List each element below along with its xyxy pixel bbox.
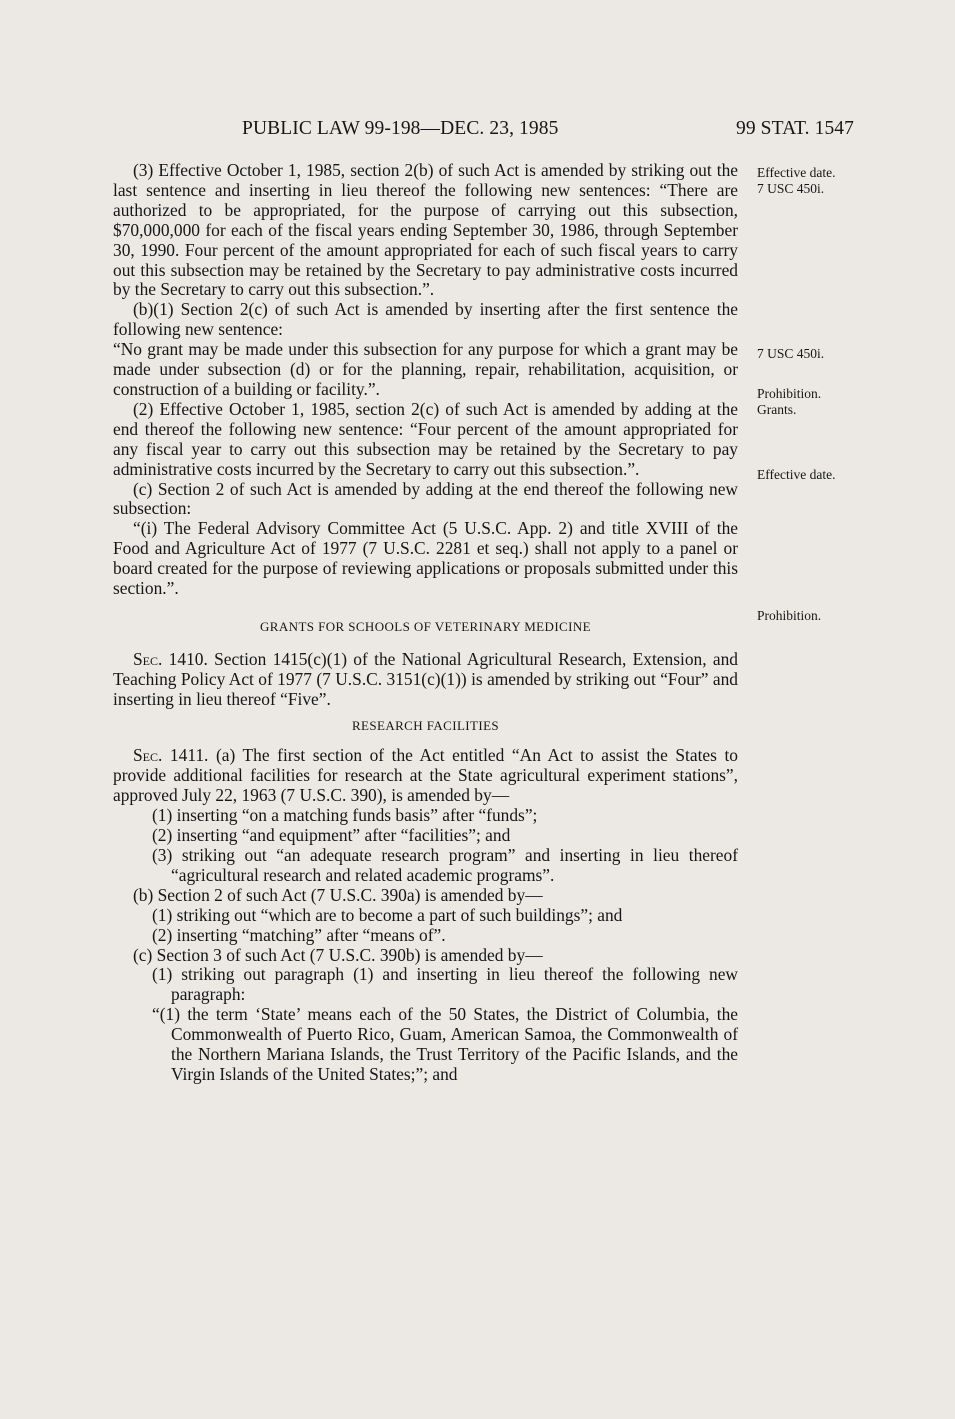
header-stat-citation: 99 STAT. 1547 [736, 118, 855, 139]
section-text: Section 1415(c)(1) of the National Agricultural Research, Extension, and Teaching Policy Act of 1977 (7 U.S.C. 3151(c)(1)) is amended by striking out “Four” and inserting in lieu thereof “Five”. [113, 648, 738, 709]
paragraph-b1: (b)(1) Section 2(c) of such Act is amended by inserting after the first sentence the following new sentence: [113, 299, 738, 340]
paragraph-1411-b: (b) Section 2 of such Act (7 U.S.C. 390a) is amended by— [133, 884, 543, 905]
paragraph-1411-c: (c) Section 3 of such Act (7 U.S.C. 390b) is amended by— [133, 944, 543, 965]
paragraph-b2: (2) Effective October 1, 1985, section 2(c) of such Act is amended by adding at the end thereof the following new sentence: “Four percent of the amount appropriated for any fiscal year to carry out this subsection may be retained by the Secretary to pay administrative costs incurred by the Secretary to carry out this subsection.”. [113, 398, 738, 479]
list-item: (2) inserting “matching” after “means of”. [152, 924, 446, 945]
list-item: (3) striking out “an adequate research program” and inserting in lieu thereof “agricultural research and related academic programs”. [152, 845, 738, 885]
paragraph-a3: (3) Effective October 1, 1985, section 2(b) of such Act is amended by striking out the last sentence and inserting in lieu thereof the following new sentences: “There are authorized to be appropriated, for the purpose of carrying out this subsection, $70,000,000 for each of the fiscal years ending September 30, 1986, through September 30, 1990. Four percent of the amount appropriated for each of such fiscal years to carry out this subsection may be retained by the Secretary to pay administrative costs incurred by the Secretary to carry out this subsection.”. [113, 160, 738, 300]
list-item: (1) inserting “on a matching funds basis” after “funds”; [152, 805, 538, 826]
section-text: (a) The first section of the Act entitled “An Act to assist the States to provide additional facilities for research at the State agricultural experiment stations”, approved July 22, 1963 (7 U.S.C. 390), is amended by— [113, 745, 739, 806]
page-header [242, 118, 882, 144]
margin-note: Effective date. [757, 467, 836, 482]
paragraph-c: (c) Section 2 of such Act is amended by adding at the end thereof the following new subsection: [113, 478, 738, 519]
header-title: PUBLIC LAW 99-198—DEC. 23, 1985 [242, 118, 559, 139]
margin-note: Prohibition. [757, 608, 822, 623]
section-label: Sec. 1411. [133, 745, 209, 766]
list-item: (2) inserting “and equipment” after “facilities”; and [152, 825, 511, 846]
section-label: Sec. 1410. [133, 648, 208, 669]
main-text-column [113, 161, 738, 1085]
quoted-subsection-i: “(i) The Federal Advisory Committee Act (5 U.S.C. App. 2) and title XVIII of the Food and Agriculture Act of 1977 (7 U.S.C. 2281 et seq.) shall not apply to a panel or board created for the purpose of reviewing applications or proposals submitted under this section.”. [113, 518, 738, 599]
quoted-prohibition: “No grant may be made under this subsection for any purpose for which a grant may be made under subsection (d) or for the planning, repair, rehabilitation, acquisition, or construction of a building or facility.”. [113, 339, 738, 399]
margin-note: Effective date. [757, 165, 836, 180]
section-heading-research-facilities: RESEARCH FACILITIES [351, 717, 500, 733]
quoted-state-definition: “(1) the term ‘State’ means each of the 50 States, the District of Columbia, the Commonwealth of Puerto Rico, Guam, American Samoa, the Commonwealth of the Northern Mariana Islands, the Trust Territory of the Pacific Islands, and the Virgin Islands of the United States;”; and [152, 1004, 738, 1084]
list-item: (1) striking out “which are to become a part of such buildings”; and [152, 904, 623, 925]
margin-note: Prohibition. [757, 386, 822, 401]
margin-note: 7 USC 450i. [757, 346, 825, 361]
section-1410 [113, 650, 738, 710]
section-heading-veterinary: GRANTS FOR SCHOOLS OF VETERINARY MEDICINE [260, 618, 591, 634]
margin-note: Grants. [757, 402, 797, 417]
section-1411 [113, 746, 738, 806]
margin-note: 7 USC 450i. [757, 181, 825, 196]
list-item: (1) striking out paragraph (1) and inserting in lieu thereof the following new paragraph: [152, 964, 738, 1005]
